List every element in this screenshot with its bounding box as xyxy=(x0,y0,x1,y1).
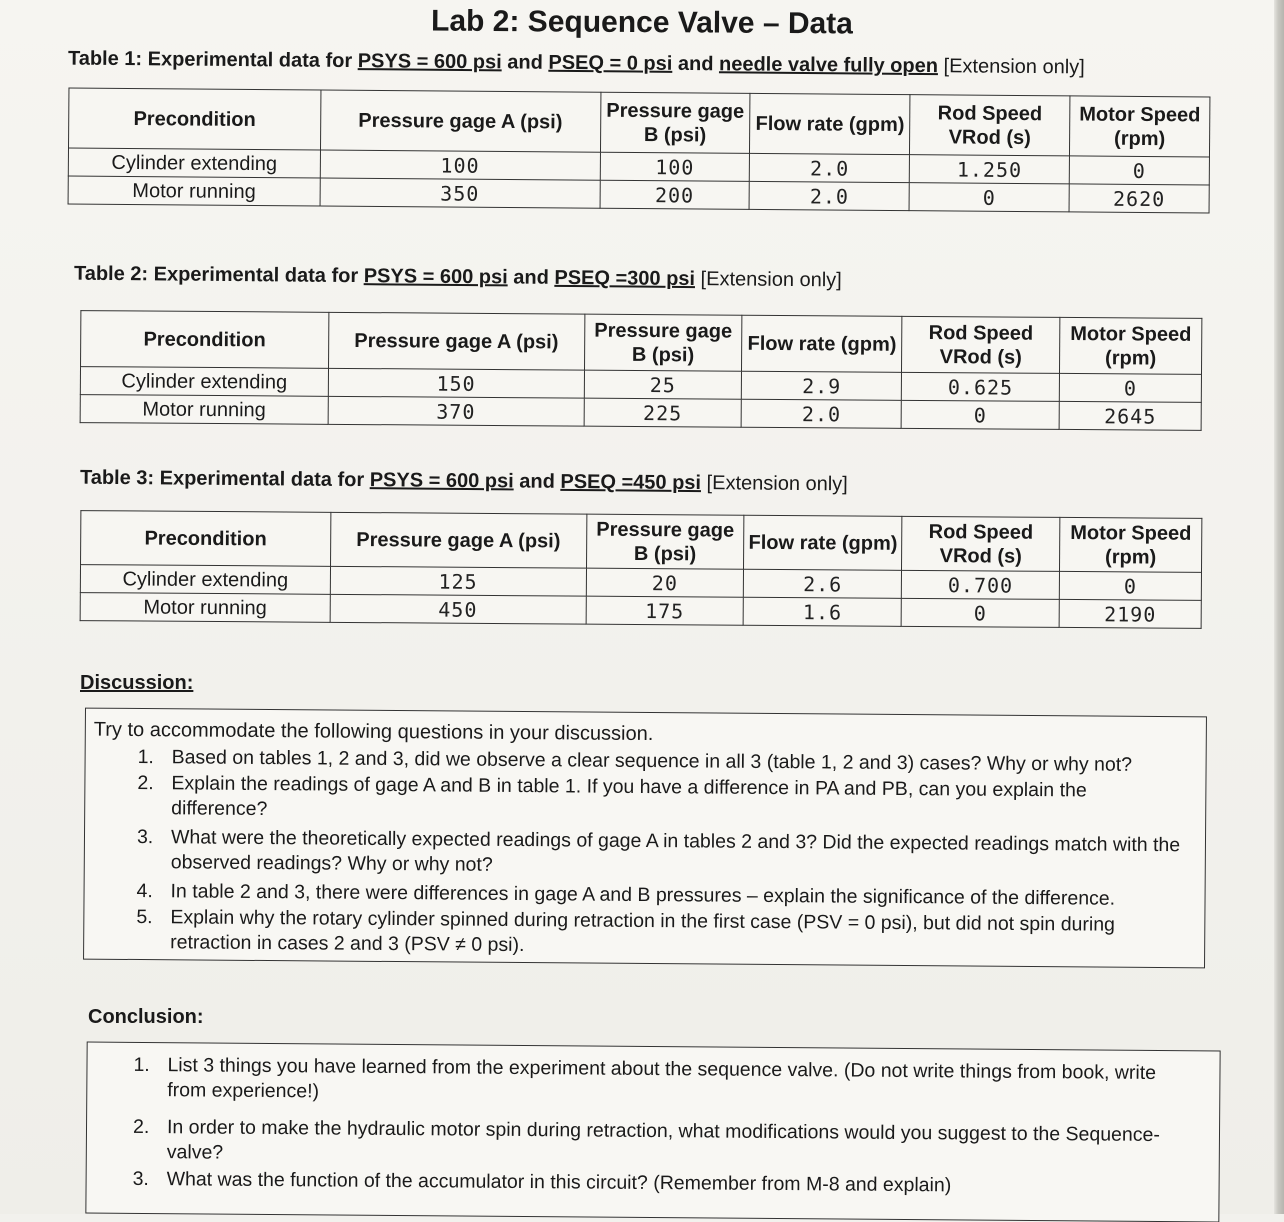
table1 xyxy=(68,88,1211,214)
discussion-item-2 xyxy=(137,771,1161,829)
discussion-item-2-num: 2. xyxy=(137,772,154,795)
table3-caption-text: Experimental data for xyxy=(159,467,365,492)
table2-header-precondition: Precondition xyxy=(81,311,329,369)
conclusion-item-3-text: What was the function of the accumulator in this circuit? (Remember from M-8 and explain) xyxy=(166,1168,952,1197)
conclusion-item-3 xyxy=(132,1167,1197,1200)
table2-caption-prefix: Table 2: xyxy=(73,262,149,286)
conclusion-label: Conclusion: xyxy=(88,1006,204,1028)
table2-row1-motor-speed: 0 xyxy=(1059,373,1201,402)
table1-and: and xyxy=(507,51,543,74)
table3-caption xyxy=(80,467,848,497)
table2-caption-text: Experimental data for xyxy=(153,263,359,288)
discussion-item-5-num: 5. xyxy=(136,906,153,929)
table1-header-row xyxy=(69,88,1210,157)
table2 xyxy=(80,310,1203,431)
table1-row1-motor-speed: 0 xyxy=(1069,156,1209,185)
table1-suffix: [Extension only] xyxy=(943,55,1085,79)
table3-row2-motor-speed: 2190 xyxy=(1059,599,1201,628)
table1-row1-gage-a: 100 xyxy=(320,150,600,180)
table1-row2-motor-speed: 2620 xyxy=(1069,184,1209,213)
discussion-intro: Try to accommodate the following questions in your discussion. xyxy=(93,718,654,746)
conclusion-item-2-num: 2. xyxy=(132,1115,150,1139)
table3-row1-rod-speed: 0.700 xyxy=(902,570,1060,599)
table1-caption-text: Experimental data for xyxy=(147,48,353,73)
table1-caption xyxy=(68,48,1085,80)
table2-suffix: [Extension only] xyxy=(700,268,842,292)
table3-row1-gage-b: 20 xyxy=(586,568,744,597)
table1-header-motor-speed: Motor Speed (rpm) xyxy=(1070,96,1210,157)
table1-row1-rod-speed: 1.250 xyxy=(909,155,1069,184)
table1-row2-rod-speed: 0 xyxy=(909,183,1069,212)
discussion-item-5 xyxy=(136,905,1200,963)
discussion-item-1-text: Based on tables 1, 2 and 3, did we observe a clear sequence in all 3 (table 1, 2 and 3) cases? Why or why not? xyxy=(171,746,1133,776)
table3-row1-gage-a: 125 xyxy=(330,566,586,596)
discussion-item-4-text: In table 2 and 3, there were differences in gage A and B pressures – explain the significance of the difference. xyxy=(170,880,1116,910)
table2-header-flow: Flow rate (gpm) xyxy=(742,315,902,372)
table1-header-flow: Flow rate (gpm) xyxy=(750,93,910,154)
table2-row2-motor-speed: 2645 xyxy=(1059,401,1201,430)
table3-suffix: [Extension only] xyxy=(706,472,848,496)
table2-row2-gage-a: 370 xyxy=(328,396,584,426)
discussion-item-3 xyxy=(136,825,1191,883)
table1-header-gage-b: Pressure gage B (psi) xyxy=(600,92,750,153)
table2-row1-precondition: Cylinder extending xyxy=(80,367,328,397)
table3-row1-precondition: Cylinder extending xyxy=(80,565,330,595)
table1-and2: and xyxy=(677,52,714,76)
table2-row1-flow: 2.9 xyxy=(742,371,902,400)
discussion-label: Discussion: xyxy=(80,672,194,694)
table1-header-rod-speed: Rod Speed VRod (s) xyxy=(910,95,1070,156)
table3-header-row xyxy=(81,511,1202,573)
table2-row1-gage-b: 25 xyxy=(584,370,742,399)
table3-header-precondition: Precondition xyxy=(81,511,331,567)
table3 xyxy=(80,510,1203,629)
table2-header-gage-a: Pressure gage A (psi) xyxy=(328,312,584,370)
table1-row2-gage-a: 350 xyxy=(320,178,600,208)
discussion-item-1-num: 1. xyxy=(137,746,154,769)
table2-header-motor-speed: Motor Speed (rpm) xyxy=(1060,317,1202,374)
table3-row1-flow: 2.6 xyxy=(744,569,902,598)
conclusion-box xyxy=(85,1042,1220,1222)
conclusion-item-3-num: 3. xyxy=(132,1167,149,1191)
table2-row2-flow: 2.0 xyxy=(742,399,902,428)
table1-row1-flow: 2.0 xyxy=(750,153,910,182)
table1-row2-flow: 2.0 xyxy=(749,181,909,210)
table3-row2-gage-a: 450 xyxy=(330,594,586,624)
conclusion-item-1-num: 1. xyxy=(133,1053,150,1077)
table1-header-gage-a: Pressure gage A (psi) xyxy=(320,90,600,152)
table1-row1-gage-b: 100 xyxy=(600,152,750,181)
discussion-item-3-num: 3. xyxy=(136,826,154,849)
table2-header-row xyxy=(81,311,1202,375)
table2-psys: PSYS = 600 psi xyxy=(363,265,508,289)
table3-row2-gage-b: 175 xyxy=(586,596,744,625)
conclusion-item-1-text: List 3 things you have learned from the experiment about the sequence valve. (Do not write things from book, write from experience!) xyxy=(167,1054,1157,1103)
table1-row2-precondition: Motor running xyxy=(68,176,320,206)
discussion-item-2-text: Explain the readings of gage A and B in table 1. If you have a difference in PA and PB, can you explain the difference? xyxy=(171,772,1087,821)
table3-psys: PSYS = 600 psi xyxy=(369,469,514,493)
table2-row2-gage-b: 225 xyxy=(584,398,742,427)
table1-pseq: PSEQ = 0 psi xyxy=(548,51,673,75)
table2-caption xyxy=(74,263,842,293)
table2-header-rod-speed: Rod Speed VRod (s) xyxy=(902,316,1060,373)
table2-row2-rod-speed: 0 xyxy=(901,400,1059,429)
page-edge xyxy=(1274,0,1284,1214)
table3-header-motor-speed: Motor Speed (rpm) xyxy=(1060,517,1202,572)
table2-row1-gage-a: 150 xyxy=(328,368,584,398)
table3-header-rod-speed: Rod Speed VRod (s) xyxy=(902,516,1060,571)
conclusion-item-2 xyxy=(132,1115,1167,1173)
table3-header-gage-b: Pressure gage B (psi) xyxy=(586,514,744,569)
table3-caption-prefix: Table 3: xyxy=(79,466,155,490)
table3-row1-motor-speed: 0 xyxy=(1059,571,1201,600)
discussion-box xyxy=(83,708,1207,969)
table1-psys: PSYS = 600 psi xyxy=(357,50,502,74)
discussion-item-3-text: What were the theoretically expected readings of gage A in tables 2 and 3? Did the expected readings match with the observed readings? Why or why not? xyxy=(170,826,1181,876)
table2-row2-precondition: Motor running xyxy=(80,395,328,425)
table1-header-precondition: Precondition xyxy=(69,88,321,150)
table2-pseq: PSEQ =300 psi xyxy=(554,266,696,291)
table1-needle: needle valve fully open xyxy=(718,53,939,78)
table3-row2-flow: 1.6 xyxy=(744,597,902,626)
table2-header-gage-b: Pressure gage B (psi) xyxy=(584,314,742,371)
conclusion-item-2-text: In order to make the hydraulic motor spin during retraction, what modifications would you suggest to the Sequence-valve? xyxy=(166,1116,1160,1164)
conclusion-item-1 xyxy=(133,1053,1197,1111)
table1-row1-precondition: Cylinder extending xyxy=(68,148,320,178)
table3-and: and xyxy=(519,470,555,493)
table1-row2-gage-b: 200 xyxy=(600,180,750,209)
discussion-item-4-num: 4. xyxy=(136,880,153,903)
table3-pseq: PSEQ =450 psi xyxy=(560,470,702,495)
table3-header-flow: Flow rate (gpm) xyxy=(744,515,902,570)
table2-row1-rod-speed: 0.625 xyxy=(902,372,1060,401)
table3-row2-rod-speed: 0 xyxy=(901,598,1059,627)
discussion-item-5-text: Explain why the rotary cylinder spinned during retraction in the first case (PSV = 0 psi), but did not spin during retraction in cases 2 and 3 (PSV ≠ 0 psi). xyxy=(170,906,1116,957)
table1-caption-prefix: Table 1: xyxy=(67,47,143,71)
page-title: Lab 2: Sequence Valve – Data xyxy=(430,4,854,41)
table3-header-gage-a: Pressure gage A (psi) xyxy=(330,512,586,568)
table2-and: and xyxy=(513,266,549,289)
table3-row2-precondition: Motor running xyxy=(80,593,330,623)
